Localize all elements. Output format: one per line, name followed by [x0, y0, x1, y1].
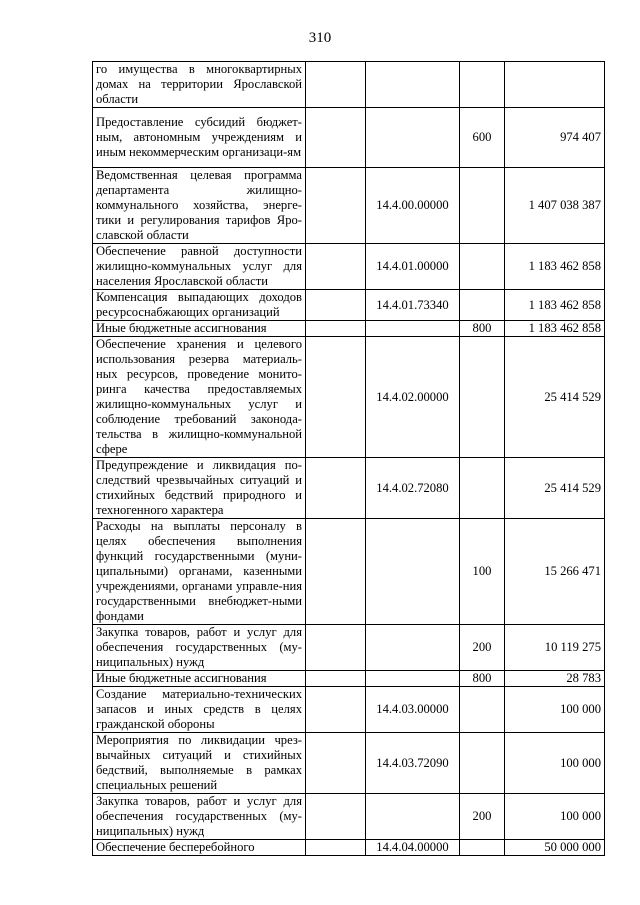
row-amount: 50 000 000: [505, 840, 605, 856]
row-amount: 1 183 462 858: [505, 244, 605, 290]
row-section: [306, 794, 366, 840]
row-section: [306, 458, 366, 519]
row-expense-type: [460, 168, 505, 244]
row-amount: 25 414 529: [505, 337, 605, 458]
row-name: Закупка товаров, работ и услуг для обеспечения государственных (му-ниципальных) нужд: [93, 625, 306, 671]
row-amount: 100 000: [505, 794, 605, 840]
row-target-code: [366, 519, 460, 625]
row-amount: 28 783: [505, 671, 605, 687]
row-expense-type: 100: [460, 519, 505, 625]
row-amount: 25 414 529: [505, 458, 605, 519]
row-amount: 15 266 471: [505, 519, 605, 625]
table-row: [93, 108, 605, 168]
row-target-code: [366, 625, 460, 671]
row-section: [306, 519, 366, 625]
row-amount: 1 183 462 858: [505, 321, 605, 337]
row-amount: [505, 62, 605, 108]
table-row: [93, 290, 605, 321]
row-target-code: [366, 321, 460, 337]
row-expense-type: 800: [460, 321, 505, 337]
table-row: [93, 62, 605, 108]
row-section: [306, 733, 366, 794]
row-section: [306, 337, 366, 458]
row-target-code: 14.4.02.72080: [366, 458, 460, 519]
row-name: Предоставление субсидий бюджет-ным, автономным учреждениям и иным некоммерческим организаци-ям: [93, 108, 306, 168]
row-name: го имущества в многоквартирных домах на территории Ярославской области: [93, 62, 306, 108]
row-expense-type: [460, 733, 505, 794]
row-section: [306, 321, 366, 337]
table-row: [93, 244, 605, 290]
row-expense-type: [460, 290, 505, 321]
table-row: [93, 168, 605, 244]
row-name: Предупреждение и ликвидация по-следствий чрезвычайных ситуаций и стихийных бедствий природного и техногенного характера: [93, 458, 306, 519]
row-expense-type: 600: [460, 108, 505, 168]
row-section: [306, 687, 366, 733]
budget-table: [92, 61, 605, 856]
row-target-code: 14.4.02.00000: [366, 337, 460, 458]
row-name: Обеспечение бесперебойного: [93, 840, 306, 856]
row-expense-type: [460, 244, 505, 290]
row-section: [306, 62, 366, 108]
table-row: [93, 625, 605, 671]
row-section: [306, 244, 366, 290]
table-row: [93, 458, 605, 519]
table-row: [93, 733, 605, 794]
row-target-code: 14.4.03.72090: [366, 733, 460, 794]
row-target-code: 14.4.03.00000: [366, 687, 460, 733]
row-target-code: 14.4.00.00000: [366, 168, 460, 244]
table-row: [93, 519, 605, 625]
row-expense-type: [460, 687, 505, 733]
table-row: [93, 671, 605, 687]
row-name: Создание материально-технических запасов и иных средств в целях гражданской обороны: [93, 687, 306, 733]
row-amount: 1 183 462 858: [505, 290, 605, 321]
row-section: [306, 671, 366, 687]
row-target-code: [366, 671, 460, 687]
table-row: [93, 794, 605, 840]
table-row: [93, 687, 605, 733]
table-row: [93, 321, 605, 337]
row-expense-type: [460, 458, 505, 519]
row-name: Обеспечение хранения и целевого использования резерва материаль-ных ресурсов, проведение монито-ринга качества предоставляемых жилищно-коммунальных услуг и соблюдение требований законода-тельства в жилищно-коммунальной сфере: [93, 337, 306, 458]
row-target-code: [366, 62, 460, 108]
row-expense-type: 200: [460, 794, 505, 840]
row-amount: 974 407: [505, 108, 605, 168]
row-name: Компенсация выпадающих доходов ресурсоснабжающих организаций: [93, 290, 306, 321]
table-row: [93, 840, 605, 856]
row-section: [306, 168, 366, 244]
row-section: [306, 840, 366, 856]
row-expense-type: [460, 62, 505, 108]
row-name: Ведомственная целевая программа департамента жилищно-коммунального хозяйства, энерге-тики и регулирования тарифов Яро-славской области: [93, 168, 306, 244]
page-number: 310: [308, 30, 332, 46]
row-name: Мероприятия по ликвидации чрез-вычайных ситуаций и стихийных бедствий, выполняемые в рамках специальных решений: [93, 733, 306, 794]
row-expense-type: [460, 337, 505, 458]
row-name: Иные бюджетные ассигнования: [93, 671, 306, 687]
row-target-code: [366, 794, 460, 840]
row-name: Обеспечение равной доступности жилищно-коммунальных услуг для населения Ярославской области: [93, 244, 306, 290]
row-target-code: 14.4.01.73340: [366, 290, 460, 321]
row-target-code: [366, 108, 460, 168]
row-target-code: 14.4.01.00000: [366, 244, 460, 290]
row-amount: 10 119 275: [505, 625, 605, 671]
row-amount: 1 407 038 387: [505, 168, 605, 244]
row-section: [306, 625, 366, 671]
row-name: Закупка товаров, работ и услуг для обеспечения государственных (му-ниципальных) нужд: [93, 794, 306, 840]
row-amount: 100 000: [505, 687, 605, 733]
row-section: [306, 108, 366, 168]
row-name: Расходы на выплаты персоналу в целях обеспечения выполнения функций государственными (муни-ципальными) органами, казенными учреждениями, органами управле-ния государственными внебюджет-ными фондами: [93, 519, 306, 625]
row-amount: 100 000: [505, 733, 605, 794]
table-row: [93, 337, 605, 458]
row-section: [306, 290, 366, 321]
row-target-code: 14.4.04.00000: [366, 840, 460, 856]
row-name: Иные бюджетные ассигнования: [93, 321, 306, 337]
row-expense-type: [460, 840, 505, 856]
row-expense-type: 800: [460, 671, 505, 687]
row-expense-type: 200: [460, 625, 505, 671]
